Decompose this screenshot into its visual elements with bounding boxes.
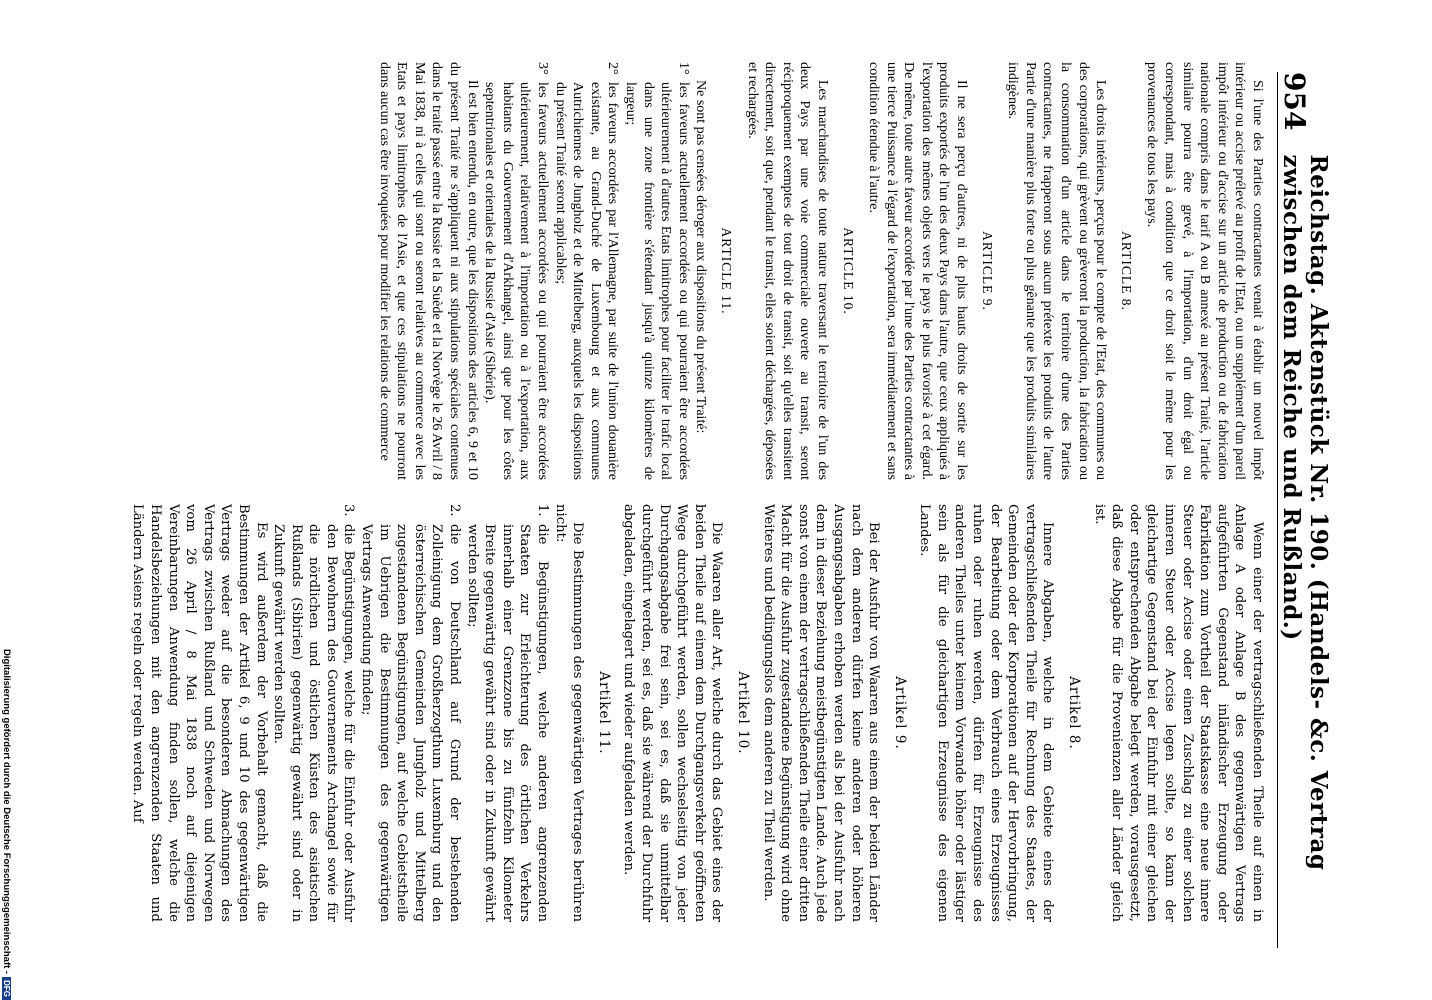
digitization-credit-text: Digitalisierung gefördert durch die Deutsche Forschungsgemeinschaft - xyxy=(1,648,12,975)
fr-article-10-text: Les marchandises de toute nature traversant le territoire de l'un des deux Pays par une voie commerciale ouverte au transit, seront réciproquement exemptes de tout droit de transit, soit qu'elles transitent directement, soit que, pendant le transit, elles soient déchargées, déposées et rechargées. xyxy=(744,62,830,480)
fr-item-2-text: les faveurs accordées par l'Allemagne, par suite de l'union douanière existante, au Grand-Duché de Luxembourg et aux communes Autrichiennes de Jungholz et de Mittelberg, auxquels les dispositions du présent Traité seront applicables; xyxy=(552,82,621,480)
fr-article-9-text: Il ne sera perçu d'autres, ni de plus hauts droits de sortie sur les produits exportés de l'un des deux Pays dans l'autre, que ceux appliqués à l'exportation des mêmes objets vers le pays le plus favorisé à cet égard. De même, toute autre faveur accordée par l'une des Parties contractantes à une tierce Puissance à l'égard de l'exportation, sera immédiatement et sans condition étendue à l'autre. xyxy=(866,62,970,480)
fr-article-11-item-1 xyxy=(621,62,691,480)
de-article-11-closing: Es wird außerdem der Vorbehalt gemacht, daß die Bestimmungen der Artikel 6, 9 und 10 des gegenwärtigen Vertrags weder auf die besonderen Abmachungen des Vertrags zwischen Rußland und Schweden und Norwegen vom 26 April / 8 Mai 1838 noch auf diejenigen Vereinbarungen Anwendung finden sollen, welche die Handelsbeziehungen mit den angrenzenden Staaten und Ländern Asiens regeln oder regeln werden. Auf xyxy=(130,504,269,922)
fr-article-9-heading: ARTICLE 9. xyxy=(979,231,995,311)
de-item-3-number: 3. xyxy=(341,504,357,517)
fr-article-11-heading: ARTICLE 11. xyxy=(718,227,734,315)
de-item-2-text: die von Deutschland auf Grund der bestehenden Zolleinigung dem Großherzogthum Luxemburg und den österreichischen Gemeinden Jungholz und Mittelberg zugestandenen Begünstigungen, auf welche Gebietstheile im Uebrigen die Bestimmungen des gegenwärtigen Vertrags Anwendung finden; xyxy=(359,524,463,922)
running-title: Reichstag. Aktenstück Nr. 190. (Handels- &c. Vertrag zwischen dem Reiche und Rußland.) xyxy=(1278,154,1332,871)
fr-article-10-heading: ARTICLE 10. xyxy=(840,227,856,315)
page-number: 954 xyxy=(1278,72,1311,131)
digitization-credit xyxy=(0,0,12,1000)
de-article-11-heading: Artikel 11. xyxy=(595,671,612,755)
de-article-9-text: Bei der Ausfuhr von Waaren aus einem der beiden Länder nach dem anderen dürfen keine anderen oder höheren Ausgangsabgaben erhoben werden als bei der Ausfuhr nach dem in dieser Beziehung meistbegünstigten Lande. Auch jede sonst von einem der vertragschließenden Theile einer dritten Macht für die Ausfuhr zugestandene Begünstigung wird ohne Weiteres und bedingungslos dem anderen zu Theil werden. xyxy=(760,504,882,922)
de-item-2-number: 2. xyxy=(447,504,463,517)
fr-item-1-text: les faveurs actuellement accordées ou qui pourraient être accordées ultérieurement à d'autres Etats limitrophes pour faciliter le trafic local dans une zone frontière s'étendant jusqu'à quinze kilomètres de largeur; xyxy=(623,82,691,480)
fr-item-2-number: 2° xyxy=(605,62,621,75)
german-column xyxy=(21,504,1266,922)
french-column xyxy=(21,62,1266,480)
fr-article-11-item-3 xyxy=(481,62,551,480)
de-article-11-item-1 xyxy=(463,504,551,922)
fr-article-11-intro: Ne sont pas censées déroger aux dispositions du présent Traité: xyxy=(693,80,709,434)
de-item-3-text: die Begünstigungen, welche für die Einfuhr oder Ausfuhr den Bewohnern des Gouvernements Archangel sowie für die nördlichen und östlichen Küsten des asiatischen Rußlands (Sibirien) gegenwärtig gewährt sind oder in Zukunft gewährt werden sollten. xyxy=(271,524,357,922)
fr-article-11-closing: Il est bien entendu, en outre, que les dispositions des articles 6, 9 et 10 du présent Traité ne s'appliquent ni aux stipulations spéciales contenues dans le traité passé entre la Russie et la Suède et la Norvège le 26 Avril / 8 Mai 1838, ni à celles qui sont ou seront relatives au commerce avec les Etats et pays limitrophes de l'Asie, et que ces stipulations ne pourront dans aucun cas être invoquées pour modifier les relations de commerce xyxy=(376,62,480,480)
fr-paragraph-1: Si l'une des Parties contractantes venait à établir un nouvel impôt intérieur ou accise prélevé au profit de l'Etat, ou un supplément d'un pareil impôt intérieur ou d'accise sur un article de production ou de fabrication nationale compris dans le tarif A ou B annexé au présent Traité, l'article similaire pourra être grevé, à l'importation, d'un droit égal ou correspondant, mais à condition que ce droit soit le même pour les provenances de tous les pays. xyxy=(1144,62,1265,480)
de-article-8-heading: Artikel 8. xyxy=(1066,676,1083,750)
de-article-10-heading: Artikel 10. xyxy=(734,671,751,755)
page-header xyxy=(1277,72,1332,948)
de-paragraph-1: Wenn einer der vertragschließenden Theile auf einen in Anlage A oder Anlage B des gegenwärtigen Vertrags aufgeführten Gegenstand inländischer Erzeugung oder Fabrikation zum Vortheil der Staatskasse eine neue innere Steuer oder Accise oder einen Zuschlag zu einer solchen inneren Steuer oder Accise legen sollte, so kann der gleichartige Gegenstand bei der Einfuhr mit einer gleichen oder entsprechenden Abgabe belegt werden, vorausgesetzt, daß diese Abgabe für die Provenienzen aller Länder gleich ist. xyxy=(1091,504,1265,922)
de-article-11-item-2 xyxy=(358,504,464,922)
de-article-11-item-3 xyxy=(270,504,358,922)
fr-item-3-text: les faveurs actuellement accordées ou qui pourraient être accordées ultérieurement, relativement à l'importation ou à l'exportation, aux habitants du Gouvernement d'Arkhangel, ainsi que pour les côtes septentrionales et orientales de la Russie d'Asie (Sibérie). xyxy=(482,82,551,480)
de-article-8-text: Innere Abgaben, welche in dem Gebiete eines der vertragschließenden Theile für Rechnung des Staates, der Gemeinden oder der Korporationen auf der Hervorbringung, der Bearbeitung oder dem Verbrauch eines Erzeugnisses ruhen oder ruhen werden, dürfen für Erzeugnisse des anderen Theiles unter keinem Vorwande höher oder lästiger sein als für die gleichartigen Erzeugnisse des eigenen Landes. xyxy=(917,504,1056,922)
de-article-10-text: Die Waaren aller Art, welche durch das Gebiet eines der beiden Theile auf einem dem Durchgangsverkehr geöffneten Wege durchgeführt werden, sollen wechselseitig von jeder Durchgangsabgabe frei sein, sei es, daß sie unmittelbar durchgeführt werden, sei es, daß sie während der Durchfuhr abgeladen, eingelagert und wieder aufgeladen werden. xyxy=(621,504,725,922)
de-item-1-number: 1. xyxy=(535,504,551,517)
fr-item-1-number: 1° xyxy=(675,62,691,75)
fr-item-3-number: 3° xyxy=(535,62,551,75)
de-article-9-heading: Artikel 9. xyxy=(891,676,908,750)
de-item-1-text: die Begünstigungen, welche anderen angrenzenden Staaten zur Erleichterung des örtlichen Verkehrs innerhalb einer Grenzzone bis zu fünfzehn Kilometer Breite gegenwärtig gewährt sind oder in Zukunft gewährt werden sollten; xyxy=(464,524,551,922)
fr-article-8-heading: ARTICLE 8. xyxy=(1118,231,1134,311)
fr-article-11-item-2 xyxy=(551,62,621,480)
de-article-11-intro: Die Bestimmungen des gegenwärtigen Vertrages berühren nicht: xyxy=(552,504,586,922)
fr-article-8-text: Les droits intérieurs, perçus pour le compte de l'Etat, des communes ou des corporations, qui grèvent ou grèveront la production, la fabrication ou la consommation d'un article dans le territoire d'une des Parties contractantes, ne frapperont sous aucun prétexte les produits de l'autre Partie d'une manière plus forte ou plus gênante que les produits similaires indigènes. xyxy=(1005,62,1109,480)
dfg-logo: DFG xyxy=(2,977,11,1000)
